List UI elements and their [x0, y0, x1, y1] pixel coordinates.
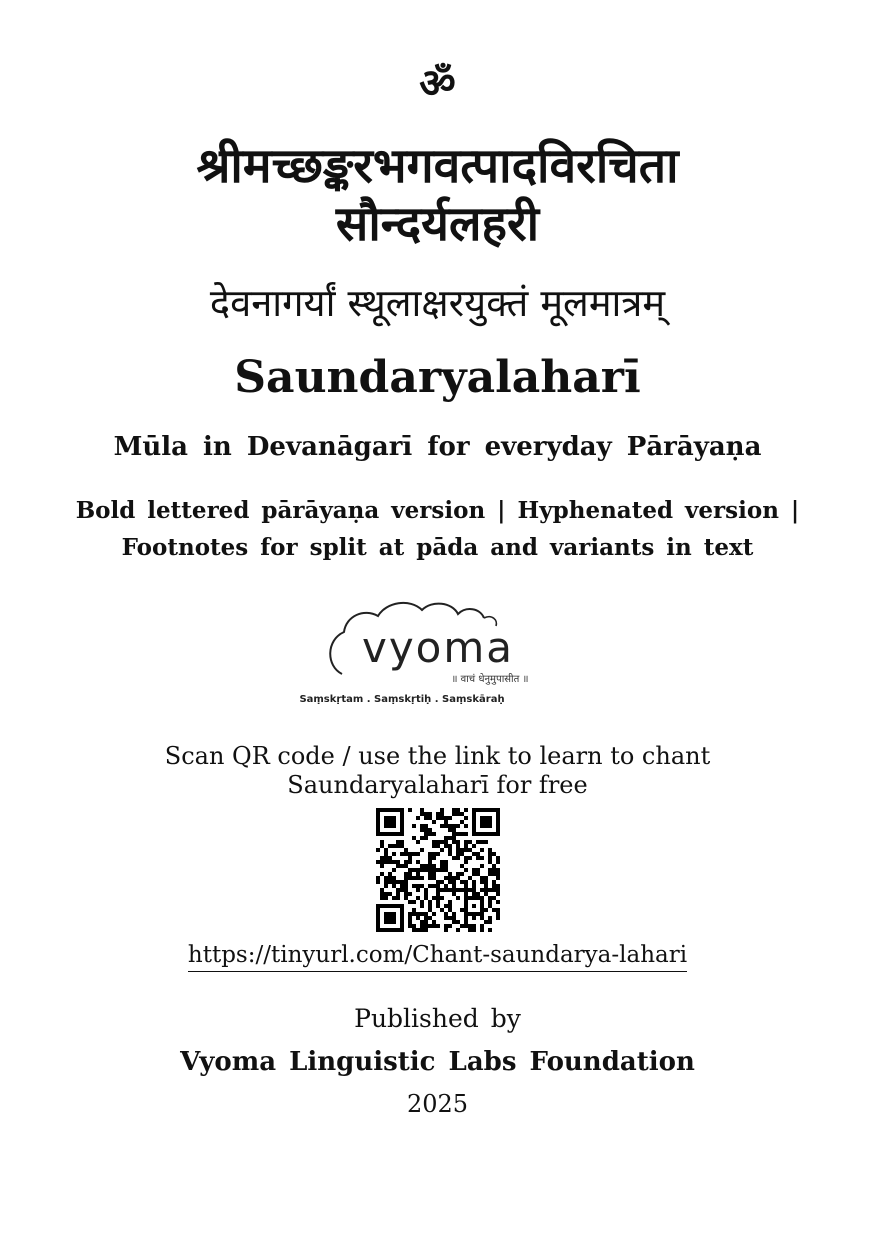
publisher-name: Vyoma Linguistic Labs Foundation [180, 1047, 695, 1077]
link-container [0, 940, 875, 972]
sanskrit-title-line1: श्रीमच्छङ्करभगवत्पादविरचिता [196, 138, 679, 194]
vyoma-logo [299, 596, 560, 711]
published-by-label: Published by [354, 1004, 521, 1033]
om-symbol: ॐ [419, 60, 456, 107]
logo-brand-text: vyoma [361, 623, 515, 672]
logo-motto: ॥ वाचं धेनुमुपासीत ॥ [451, 674, 529, 685]
sanskrit-title-line2: सौन्दर्यलहरी [335, 196, 540, 252]
english-subtitle: Mūla in Devanāgarī for everyday Pārāyaṇa [113, 432, 762, 462]
sanskrit-subtitle: देवनागर्यां स्थूलाक्षरयुक्तं मूलमात्रम् [209, 281, 666, 325]
logo-tagline: Saṃskṛtam . Saṃskṛtiḥ . Saṃskāraḥ [299, 694, 505, 705]
english-title: Saundaryalaharī [234, 352, 641, 403]
scan-instruction-line1: Scan QR code / use the link to learn to chant [164, 742, 711, 770]
chant-link[interactable]: https://tinyurl.com/Chant-saundarya-lahari [188, 940, 687, 972]
description-line1: Bold lettered pārāyaṇa version | Hyphenated version | [75, 497, 800, 524]
description-line2: Footnotes for split at pāda and variants in text [121, 534, 754, 561]
scan-instruction-line2: Saundaryalaharī for free [287, 771, 588, 799]
publication-year: 2025 [406, 1090, 469, 1118]
qr-code-icon[interactable] [376, 808, 500, 932]
